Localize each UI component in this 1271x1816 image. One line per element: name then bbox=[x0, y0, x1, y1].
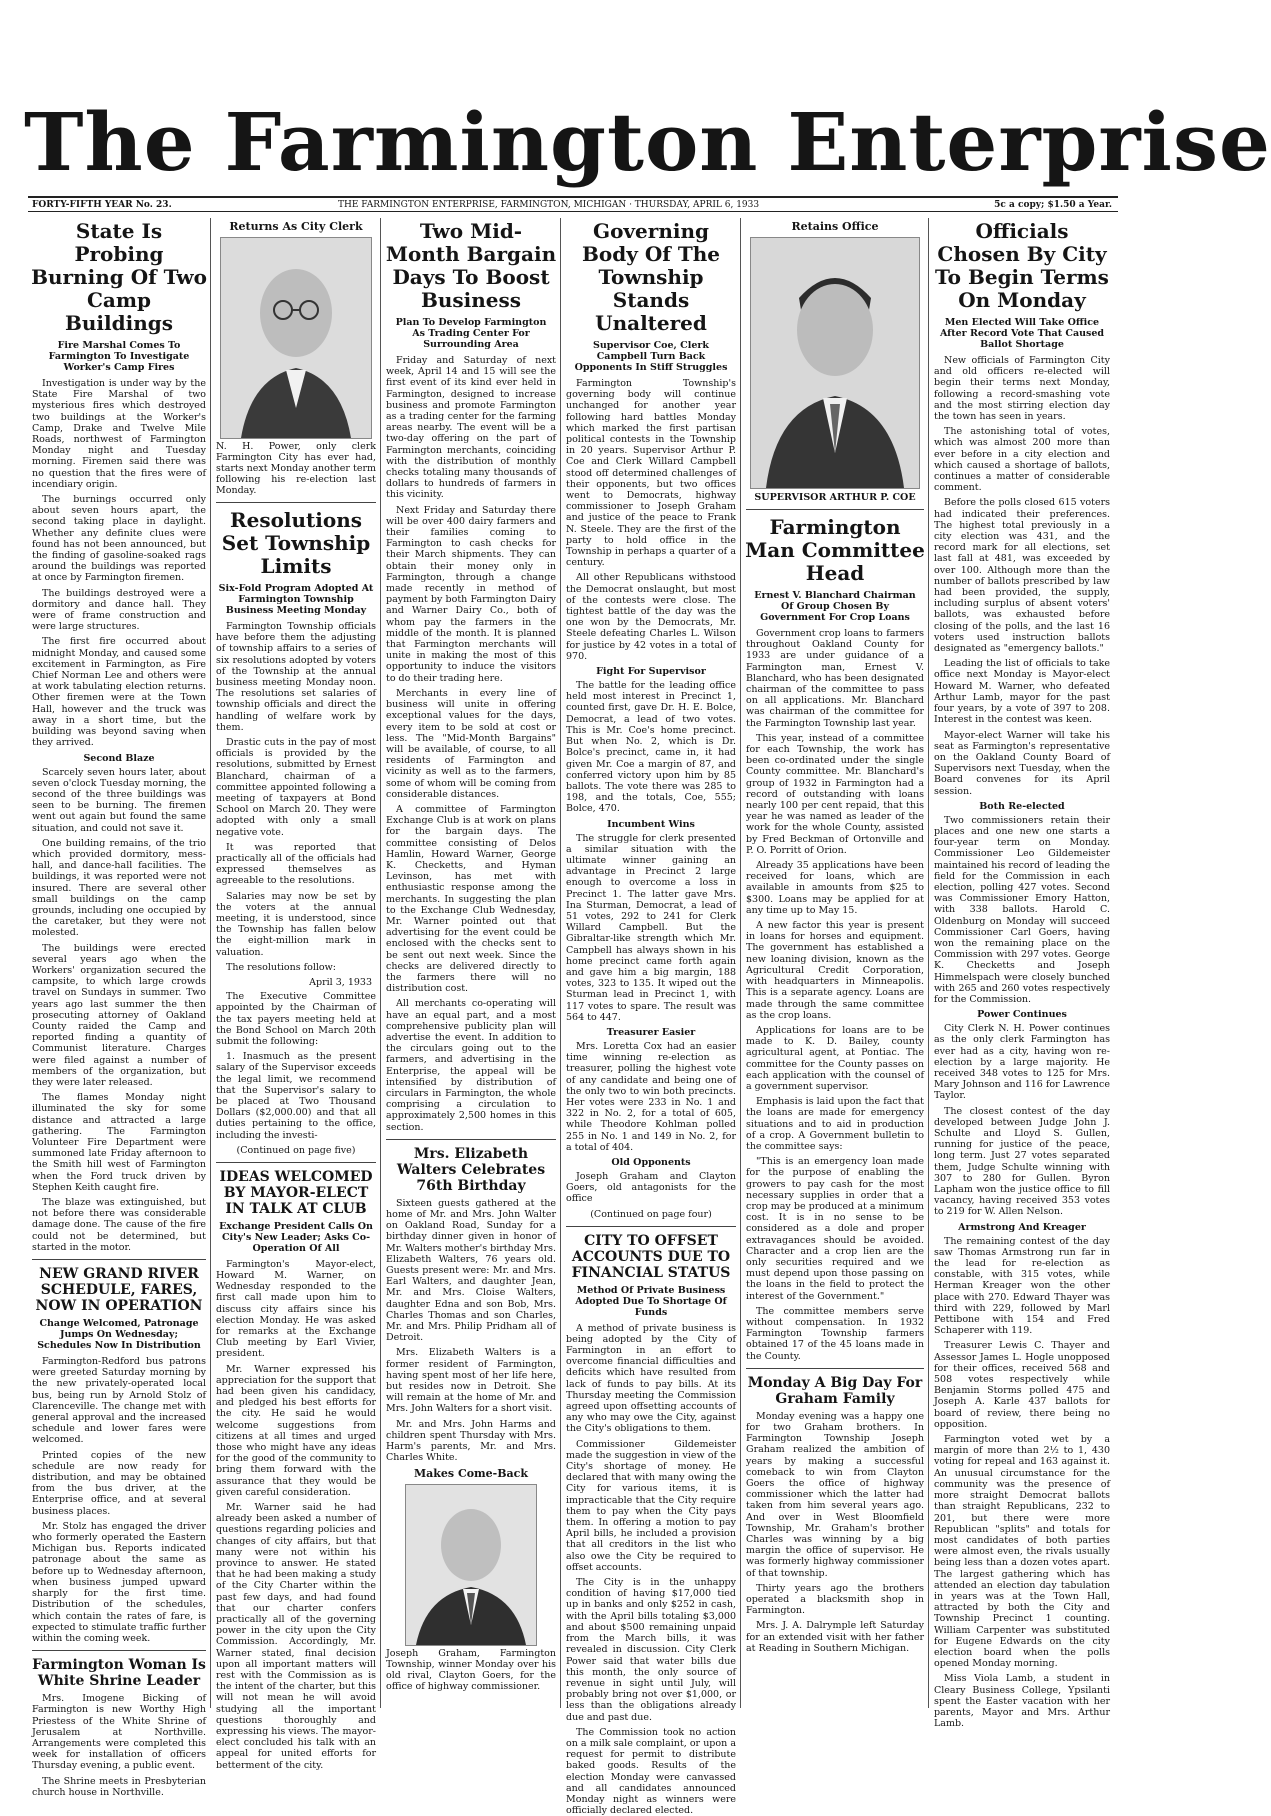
photo-label-retains: Retains Office bbox=[791, 220, 879, 233]
article-paragraph: Already 35 applications have been received for loans, which are available in amounts from $25 to $300. Loans may be applied for at any time up to May 15. bbox=[746, 860, 924, 916]
portrait-photo-coe bbox=[750, 237, 920, 489]
article-paragraph: Mrs. Elizabeth Walters is a former resident of Farmington, having spent most of her life here, but resides now in Detroit. She will remain at the home of Mr. and Mrs. John Walters for a short visit. bbox=[386, 1347, 556, 1415]
deck-city-offset: Method Of Private Business Adopted Due To Shortage Of Funds bbox=[575, 1284, 727, 1318]
headline-officials-chosen: Officials Chosen By City To Begin Terms On Monday bbox=[935, 219, 1109, 312]
headline-ideas-welcomed: IDEAS WELCOMED BY MAYOR-ELECT IN TALK AT CLUB bbox=[219, 1168, 373, 1217]
portrait-photo-power bbox=[220, 237, 372, 439]
subhead: Second Blaze bbox=[83, 752, 155, 764]
article-paragraph: The flames Monday night illuminated the sky for some distance and attracted a large gathering. The Farmington Volunteer Fire Department were summoned late Friday afternoon to the Smith hill west of Farmington when the Ford truck driven by Stephen Keith caught fire. bbox=[32, 1092, 206, 1193]
article-paragraph: Two commissioners retain their places and one new one starts a four-year term on Monday. Commissioner Leo Gildemeister maintained his record of leading the field for the Commission in each election, polling 427 votes. Second was Commissioner Emory Hatton, with 338 ballots. Harold C. Oldenburg on Monday will succeed Commissioner Carl Goers, having won the remaining place on the Commission with 297 votes. George K. Checketts and Joseph Himmelspach were closely bunched with 265 and 260 votes respectively for the Commission. bbox=[934, 814, 1110, 1005]
headline-governing-body: Governing Body Of The Township Stands Unaltered bbox=[582, 219, 720, 335]
article-paragraph: The resolutions follow: bbox=[226, 961, 336, 973]
article-paragraph: Mayor-elect Warner will take his seat as Farmington's representative on the Oakland County Board of Supervisors next Tuesday, when the Board convenes for its April session. bbox=[934, 729, 1110, 797]
headline-bus-schedule: NEW GRAND RIVER SCHEDULE, FARES, NOW IN OPERATION bbox=[35, 1266, 203, 1315]
article-paragraph: New officials of Farmington City and old officers re-elected will begin their terms next Monday, following a record-smashing vote and the most stirring election day the town has seen in years. bbox=[934, 355, 1110, 423]
article-paragraph: Emphasis is laid upon the fact that the loans are made for emergency situations and to aid in production of a crop. A Government bulletin to the committee says: bbox=[746, 1096, 924, 1152]
article-paragraph: The committee members serve without compensation. In 1932 Farmington Township farmers obtained 17 of the 45 loans made in the County. bbox=[746, 1305, 924, 1362]
deck-camp-fires: Fire Marshal Comes To Farmington To Investigate Worker's Camp Fires bbox=[48, 340, 190, 373]
article-paragraph: Commissioner Gildemeister made the suggestion in view of the City's shortage of money. He declared that with many owing the City for various items, it is impracticable that the City require them to pay when the City pays them. In offering a motion to pay April bills, he included a provision that all creditors in the list who also owe the City be required to offset accounts. bbox=[566, 1438, 736, 1573]
deck-bargain-days: Plan To Develop Farmington As Trading Center For Surrounding Area bbox=[395, 317, 547, 350]
deck-bus-schedule: Change Welcomed, Patronage Jumps On Wednesday; Schedules Now In Distribution bbox=[37, 1318, 201, 1352]
subhead: Treasurer Easier bbox=[606, 1026, 696, 1038]
column-2 bbox=[212, 218, 381, 1771]
deck-resolutions: Six-Fold Program Adopted At Farmington Township Business Meeting Monday bbox=[218, 583, 374, 616]
divider bbox=[216, 1162, 376, 1163]
article-paragraph: Farmington Township officials have before them the adjusting of township affairs to a series of six resolutions adopted by voters of the Township at the annual business meeting Monday noon. The resolutions set salaries of township officials and direct the handling of welfare work by them. bbox=[216, 621, 376, 733]
article-paragraph: Applications for loans are to be made to K. D. Bailey, county agricultural agent, at Pontiac. The committee for the County passes on each application with the counsel of a government supervisor. bbox=[746, 1024, 924, 1092]
article-paragraph: Next Friday and Saturday there will be over 400 dairy farmers and their families coming to Farmington to cash checks for their March shipments. They can obtain their money only in Farmington, through a change made recently in method of payment by both Farmington Dairy and Warner Dairy Co., both of whom pay the farmers in the middle of the month. It is planned that Farmington merchants will unite in making the most of this opportunity to induce the visitors to do their trading here. bbox=[386, 504, 556, 684]
article-paragraph: Mr. Stolz has engaged the driver who formerly operated the Eastern Michigan bus. Reports indicated patronage about the same as before up to Wednesday afternoon, when business jumped upward sharply for the first time. Distribution of the schedules, which contain the rates of fare, is expected to stimulate traffic further within the coming week. bbox=[32, 1520, 206, 1644]
photo-caption-graham: Joseph Graham, Farmington Township, winner Monday over his old rival, Clayton Goers, for the office of highway commissioner. bbox=[386, 1648, 556, 1693]
divider bbox=[32, 1650, 206, 1651]
article-paragraph: Leading the list of officials to take office next Monday is Mayor-elect Howard M. Warner, who defeated Arthur Lamb, mayor for the past four years, by a vote of 397 to 208. Interest in the contest was keen. bbox=[934, 658, 1110, 726]
portrait-illustration bbox=[406, 1485, 536, 1645]
divider bbox=[216, 502, 376, 503]
subhead: Both Re-elected bbox=[979, 800, 1065, 812]
photo-caption-coe: SUPERVISOR ARTHUR P. COE bbox=[754, 492, 916, 503]
article-paragraph: It was reported that practically all of the officials had expressed themselves as agreeable to the resolutions. bbox=[216, 841, 376, 887]
article-paragraph: The struggle for clerk presented a similar situation with the ultimate winner gaining an advantage in Precinct 2 large enough to overcome a loss in Precinct 1. The latter gave Mrs. Ina Sturman, Democrat, a lead of 51 votes, 292 to 241 for Clerk Willard Campbell. But the Gibraltar-like strength which Mr. Campbell has always shown in his home precinct came forth again and gave him a big margin, 188 votes, 323 to 135. It wiped out the Sturman lead in Precinct 1, with 117 votes to spare. The result was 564 to 447. bbox=[566, 832, 736, 1023]
article-paragraph: The Shrine meets in Presbyterian church house in Northville. bbox=[32, 1775, 206, 1798]
article-paragraph: A committee of Farmington Exchange Club is at work on plans for the bargain days. The committee consisting of Delos Hamlin, Howard Warner, George K. Checketts, and Hyman Levinson, has met with enthusiastic response among the merchants. In suggesting the plan to the Exchange Club Wednesday, Mr. Warner pointed out that advertising for the event could be enclosed with the checks sent to be sent out next week. Since the checks are delivered directly to the farmers there will no distribution cost. bbox=[386, 803, 556, 995]
subhead: Fight For Supervisor bbox=[596, 666, 706, 678]
article-paragraph: The closest contest of the day developed between Judge John J. Schulte and Lloyd S. Gullen, running for justice of the peace, long term. Just 27 votes separated them, Judge Schulte winning with 307 to 280 for Gullen. Byron Lapham won the justice office to fill vacancy, having received 353 votes to 219 for W. Allen Nelson. bbox=[934, 1105, 1110, 1218]
article-paragraph: Government crop loans to farmers throughout Oakland County for 1933 are under guidance of a Farmington man, Ernest V. Blanchard, who has been designated chairman of the committee to pass on all applications. Mr. Blanchard was chairman of the committee for the Farmington Township last year. bbox=[746, 628, 924, 729]
headline-graham-family: Monday A Big Day For Graham Family bbox=[747, 1374, 923, 1407]
column-1 bbox=[28, 218, 211, 1798]
article-paragraph: Mr. Warner said he had already been asked a number of questions regarding policies and changes of city affairs, but that many were not within his province to answer. He stated that he had been making a study of the City Charter within the past few days, and had found that our charter confers practically all of the governing power in the city upon the City Commission. Accordingly, Mr. Warner stated, final decision upon all important matters will rest with the Commission as is the intent of the charter, but this will not mean he will avoid studying all the important questions thoroughly and expressing his views. The mayor-elect concluded his talk with an appeal for united efforts for betterment of the city. bbox=[216, 1502, 376, 1771]
headline-committee-head: Farmington Man Committee Head bbox=[745, 515, 925, 585]
article-paragraph: Mrs. Loretta Cox had an easier time winning re-election as treasurer, polling the highest vote of any candidate and being one of the only two to win both precincts. Her votes were 233 in No. 1 and 322 in No. 2, for a total of 605, while Theodore Kohlman polled 255 in No. 1 and 149 in No. 2, for a total of 404. bbox=[566, 1040, 736, 1153]
article-paragraph: One building remains, of the trio which provided dormitory, mess-hall, and dance-hall facilities. The buildings, it was reported were not insured. There are several other small buildings on the camp grounds, including one occupied by the caretaker, but they were not molested. bbox=[32, 837, 206, 939]
portrait-illustration bbox=[751, 238, 919, 488]
resolution-date: April 3, 1933 bbox=[309, 977, 372, 989]
article-paragraph: Monday evening was a happy one for two Graham brothers. In Farmington Township Joseph Graham realized the ambition of years by making a successful comeback to win from Clayton Goers the office of highway commissioner which the latter had taken from him several years ago. And over in West Bloomfield Township, Mr. Graham's brother Charles was winning by a big margin the office of supervisor. He was formerly highway commissioner of that township. bbox=[746, 1410, 924, 1579]
article-paragraph: Before the polls closed 615 voters had indicated their preferences. The highest total previously in a city election was 431, and the record mark for all elections, set last fall at 481, was exceeded by over 100. Although more than the number of ballots prescribed by law had been provided, the supply, including surplus of absent voters' ballots, was exhausted before closing of the polls, and the last 16 voters used instruction ballots designated as "emergency ballots." bbox=[934, 497, 1110, 655]
article-paragraph: All other Republicans withstood the Democrat onslaught, but most of the contests were close. The tightest battle of the day was the one won by the Democrats, Mr. Steele defeating Charles L. Wilson for justice by 42 votes in a total of 970. bbox=[566, 572, 736, 662]
article-paragraph: Mr. Warner expressed his appreciation for the support that had been given his candidacy, and pledged his best efforts for the city. He said he would welcome suggestions from citizens at all times and urged those who might have any ideas for the good of the community to bring them forward with the assurance that they would be given careful consideration. bbox=[216, 1363, 376, 1498]
article-paragraph: Farmington's Mayor-elect, Howard M. Warner, on Wednesday responded to the first call made upon him to discuss city affairs since his election Monday. He was asked for remarks at the Exchange Club meeting by Earl Vivier, president. bbox=[216, 1258, 376, 1360]
dateline-center: THE FARMINGTON ENTERPRISE, FARMINGTON, MICHIGAN · THURSDAY, APRIL 6, 1933 bbox=[338, 200, 760, 210]
headline-white-shrine: Farmington Woman Is White Shrine Leader bbox=[32, 1657, 206, 1690]
article-paragraph: All merchants co-operating will have an equal part, and a most comprehensive publicity plan will advertise the event. In addition to the circulars going out to the farmers, and advertising in the Enterprise, the appeal will be intensified by distribution of circulars in Farmington, the whole comprising a circulation to approximately 2,500 homes in this section. bbox=[386, 998, 556, 1133]
article-paragraph: Investigation is under way by the State Fire Marshal of two mysterious fires which destroyed two buildings at the Worker's Camp, Drake and Twelve Mile Roads, northwest of Farmington Monday night and Tuesday morning. Firemen said there was no question that the fires were of incendiary origin. bbox=[32, 378, 206, 490]
article-paragraph: The City is in the unhappy condition of having $17,000 tied up in banks and only $252 in cash, with the April bills totaling $3,000 and about $500 remaining unpaid from the March bills, it was revealed in discussion. City Clerk Power said that water bills due this month, the only source of revenue in sight until July, will probably bring not over $1,000, or less than the obligations already due and past due. bbox=[566, 1577, 736, 1723]
article-paragraph: Drastic cuts in the pay of most officials is provided by the resolutions, submitted by Ernest Blanchard, chairman of a committee appointed following a meeting of taxpayers at Bond School on March 20. They were adopted with only a small negative vote. bbox=[216, 737, 376, 838]
headline-camp-fires: State Is Probing Burning Of Two Camp Buildings bbox=[31, 219, 207, 335]
subhead: Old Opponents bbox=[611, 1157, 691, 1168]
divider bbox=[566, 1226, 736, 1227]
deck-committee-head: Ernest V. Blanchard Chairman Of Group Chosen By Government For Crop Loans bbox=[754, 590, 916, 623]
article-paragraph: Sixteen guests gathered at the home of Mr. and Mrs. John Walter on Oakland Road, Sunday for a birthday dinner given in honor of Mr. Walters mother's birthday Mrs. Elizabeth Walters, 76 years old. Guests present were: Mr. and Mrs. Earl Walters, and daughter Jean, Mr. and Mrs. Cloise Walters, daughter Edna and son Bob, Mrs. Charles Thomas and son Charles, Mr. and Mrs. Philip Pridham all of Detroit. bbox=[386, 1197, 557, 1344]
divider bbox=[746, 1368, 924, 1369]
article-paragraph: Printed copies of the new schedule are now ready for distribution, and may be obtained from the bus driver, at the Enterprise office, and at several business places. bbox=[32, 1449, 206, 1517]
article-paragraph: City Clerk N. H. Power continues as the only clerk Farmington has ever had as a city, having won re-election by a large majority. He received 348 votes to 125 for Mrs. Mary Johnson and 116 for Lawrence Taylor. bbox=[934, 1023, 1110, 1102]
article-paragraph: Salaries may now be set by the voters at the annual meeting, it is understood, since the Township has fallen below the eight-million mark in valuation. bbox=[216, 890, 376, 958]
article-paragraph: Thirty years ago the brothers operated a blacksmith shop in Farmington. bbox=[746, 1582, 924, 1617]
dateline-bar bbox=[28, 196, 1118, 212]
subhead: Power Continues bbox=[977, 1009, 1067, 1021]
photo-label-comeback: Makes Come-Back bbox=[414, 1467, 528, 1481]
article-paragraph: The blaze was extinguished, but not before there was considerable damage done. The cause of the fire could not be determined, but started in the motor. bbox=[32, 1197, 206, 1253]
article-paragraph: Joseph Graham and Clayton Goers, old antagonists for the office bbox=[566, 1171, 736, 1205]
column-6 bbox=[930, 218, 1114, 1730]
article-paragraph: The burnings occurred only about seven hours apart, the second taking place in daylight. Whether any definite clues were found has not been announced, but the finding of gasoline-soaked rags around the buildings was reported at once by Farmington firemen. bbox=[32, 494, 206, 584]
article-paragraph: The buildings destroyed were a dormitory and dance hall. They were of frame construction and were large structures. bbox=[32, 587, 206, 633]
deck-ideas-welcomed: Exchange President Calls On City's New Leader; Asks Co-Operation Of All bbox=[219, 1220, 373, 1254]
article-paragraph: Mr. and Mrs. John Harms and children spent Thursday with Mrs. Harm's parents, Mr. and Mrs. Charles White. bbox=[386, 1418, 556, 1464]
article-paragraph: Farmington Township's governing body will continue unchanged for another year following hard battles Monday which marked the first partisan political contests in the Township in 20 years. Supervisor Arthur P. Coe and Clerk Willard Campbell stood off determined challenges of their opponents, but two offices went to Democrats, highway commissioner to Joseph Graham and justice of the peace to Frank N. Steele. They are the first of the party to hold office in the Township in perhaps a quarter of a century. bbox=[566, 378, 736, 569]
article-paragraph: Merchants in every line of business will unite in offering exceptional values for the days, every item to be sold at cost or less. The "Mid-Month Bargains" will be available, of course, to all residents of Farmington and vicinity as well as to the farmers, some of whom will be coming from considerable distances. bbox=[386, 687, 556, 800]
masthead-title: The Farmington Enterprise bbox=[24, 95, 1271, 189]
photo-caption-power: N. H. Power, only clerk Farmington City has ever had, starts next Monday another term following his re-election last Monday. bbox=[216, 441, 376, 496]
article-paragraph: The battle for the leading office held most interest in Precinct 1, counted first, gave Dr. H. E. Bolce, Democrat, a lead of two votes. This is Mr. Coe's home precinct. But when No. 2, which is Dr. Bolce's precinct, came in, it had given Mr. Coe a margin of 87, and conferred victory upon him by 85 ballots. The vote there was 285 to 198, and the totals, Coe, 555; Bolce, 470. bbox=[566, 680, 736, 815]
subhead: Incumbent Wins bbox=[607, 818, 695, 830]
photo-label-clerk: Returns As City Clerk bbox=[229, 220, 363, 233]
headline-resolutions: Resolutions Set Township Limits bbox=[221, 508, 371, 578]
article-paragraph: "This is an emergency loan made for the purpose of enabling the growers to pay cash for the most necessary supplies in order that a crop may be produced at a minimum cost. It is in no sense to be considered as a dole and proper extravagances should be avoided. Character and a crop lien are the only securities required and we must depend upon those passing on the loans in the field to protect the interest of the Government." bbox=[746, 1156, 924, 1302]
headline-city-offset: CITY TO OFFSET ACCOUNTS DUE TO FINANCIAL STATUS bbox=[571, 1232, 731, 1281]
article-paragraph: The buildings were erected several years ago when the Workers' organization secured the campsite, to which large crowds travel on Sundays in summer. Two years ago last summer the then prosecuting attorney of Oakland County raided the Camp and reported finding a quantity of Communist literature. Charges were filed against a number of members of the organization, but they were later released. bbox=[32, 942, 206, 1088]
headline-bargain-days: Two Mid-Month Bargain Days To Boost Business bbox=[385, 219, 557, 312]
article-paragraph: Friday and Saturday of next week, April 14 and 15 will see the first event of its kind ever held in Farmington, designed to increase business and promote Farmington as a trading center for the farming areas nearby. The event will be a two-day offering on the part of Farmington merchants, coinciding with the distribution of monthly checks totaling many thousands of dollars to hundreds of farmers in this vicinity. bbox=[386, 355, 556, 501]
article-paragraph: This year, instead of a committee for each Township, the work has been co-ordinated under the single County committee. Mr. Blanchard's group of 1932 in Farmington had a record of outstanding with loans nearly 100 per cent repaid, that this year he was named as leader of the work for the whole County, assisted by Fred Beckman of Ortonville and P. O. Porritt of Orion. bbox=[746, 732, 924, 856]
article-paragraph: 1. Inasmuch as the present salary of the Supervisor exceeds the legal limit, we recommend that the Supervisor's salary to be placed at Two Thousand Dollars ($2,000.00) and that all duties pertaining to the office, including the investi- bbox=[216, 1051, 376, 1141]
volume-number: FORTY-FIFTH YEAR No. 23. bbox=[32, 200, 172, 210]
column-5 bbox=[742, 218, 929, 1708]
article-paragraph: The first fire occurred about midnight Monday, and caused some excitement in Farmington, as Fire Chief Norman Lee and others were at work tabulating election returns. Other firemen were at the Town Hall, however and the truck was away in a short time, but the building was beyond saving when they arrived. bbox=[32, 636, 206, 749]
continued-note: (Continued on page four) bbox=[590, 1208, 712, 1220]
article-paragraph: A method of private business is being adopted by the City of Farmington in an effort to overcome financial difficulties and deficits which have resulted from lack of funds to pay bills. At its Thursday meeting the Commission agreed upon offsetting accounts of any who may owe the City, against the City's obligations to them. bbox=[566, 1322, 736, 1435]
divider bbox=[746, 509, 924, 510]
portrait-illustration bbox=[221, 238, 371, 438]
column-3 bbox=[382, 218, 561, 1708]
article-paragraph: The Executive Committee appointed by the Chairman of the tax payers meeting held at the Bond School on March 20th submit the following: bbox=[216, 991, 376, 1047]
article-paragraph: Mrs. Imogene Bicking of Farmington is new Worthy High Priestess of the White Shrine of Jerusalem at Northville. Arrangements were completed this week for installation of officers Thursday evening, a public event. bbox=[32, 1693, 206, 1772]
continued-note: (Continued on page five) bbox=[236, 1144, 356, 1156]
divider bbox=[32, 1259, 206, 1260]
deck-governing-body: Supervisor Coe, Clerk Campbell Turn Back Opponents In Stiff Struggles bbox=[574, 340, 728, 373]
article-paragraph: Scarcely seven hours later, about seven o'clock Tuesday morning, the second of the three buildings was seen to be burning. The firemen went out again but found the same situation, and could not save it. bbox=[32, 766, 206, 834]
subhead: Armstrong And Kreager bbox=[958, 1221, 1086, 1233]
headline-walters-birthday: Mrs. Elizabeth Walters Celebrates 76th Birthday bbox=[396, 1145, 546, 1194]
article-paragraph: Farmington voted wet by a margin of more than 2½ to 1, 430 voting for repeal and 163 against it. An unusual circumstance for the community was the presence of more straight Democrat ballots than straight Republicans, 232 to 201, but there were more Republican "splits" and totals for most candidates of both parties were almost even, the rivals usually being less than a dozen votes apart. The largest gathering which has attended an election day tabulation in years was at the Town Hall, attracted by both the City and Township Precinct 1 counting. William Carpenter was substituted for Eugene Edwards on the city election board when the polls opened Monday morning. bbox=[934, 1434, 1110, 1670]
article-paragraph: The remaining contest of the day saw Thomas Armstrong run far in the lead for re-election as constable, with 315 votes, while Herman Kreager won the other place with 270. Edward Thayer was third with 229, followed by Marl Pettibone with 154 and Fred Schaperer with 119. bbox=[934, 1235, 1110, 1337]
column-4 bbox=[562, 218, 741, 1816]
article-paragraph: Treasurer Lewis C. Thayer and Assessor James L. Hogle unopposed for their offices, received 568 and 508 votes respectively while Benjamin Storms polled 475 and Joseph A. Karle 437 ballots for board of review, there being no opposition. bbox=[934, 1340, 1110, 1430]
deck-officials-chosen: Men Elected Will Take Office After Record Vote That Caused Ballot Shortage bbox=[939, 317, 1105, 350]
article-paragraph: Farmington-Redford bus patrons were greeted Saturday morning by the new privately-operated local bus, being run by Arnold Stolz of Clarenceville. The change met with general approval and the increased schedule and lower fares were welcomed. bbox=[32, 1356, 206, 1446]
article-paragraph: Mrs. J. A. Dalrymple left Saturday for an extended visit with her father at Reading in Southern Michigan. bbox=[746, 1620, 924, 1654]
article-paragraph: The Commission took no action on a milk sale complaint, or upon a request for permit to distribute baked goods. Results of the election Monday were canvassed and all candidates announced Monday night as winners were officially declared elected. bbox=[566, 1726, 736, 1816]
article-paragraph: A new factor this year is present in loans for horses and equipment. The government has established a new loaning division, known as the Agricultural Credit Corporation, with headquarters in Minneapolis. This is a separate agency. Loans are made through the same committee as the crop loans. bbox=[746, 920, 924, 1021]
article-paragraph: Miss Viola Lamb, a student in Cleary Business College, Ypsilanti spent the Easter vacation with her parents, Mayor and Mrs. Arthur Lamb. bbox=[934, 1673, 1110, 1730]
article-paragraph: The astonishing total of votes, which was almost 200 more than ever before in a city election and which caused a shortage of ballots, continues a matter of considerable comment. bbox=[934, 426, 1110, 494]
divider bbox=[386, 1139, 556, 1140]
price-info: 5c a copy; $1.50 a Year. bbox=[994, 200, 1112, 210]
portrait-photo-graham bbox=[405, 1484, 537, 1646]
